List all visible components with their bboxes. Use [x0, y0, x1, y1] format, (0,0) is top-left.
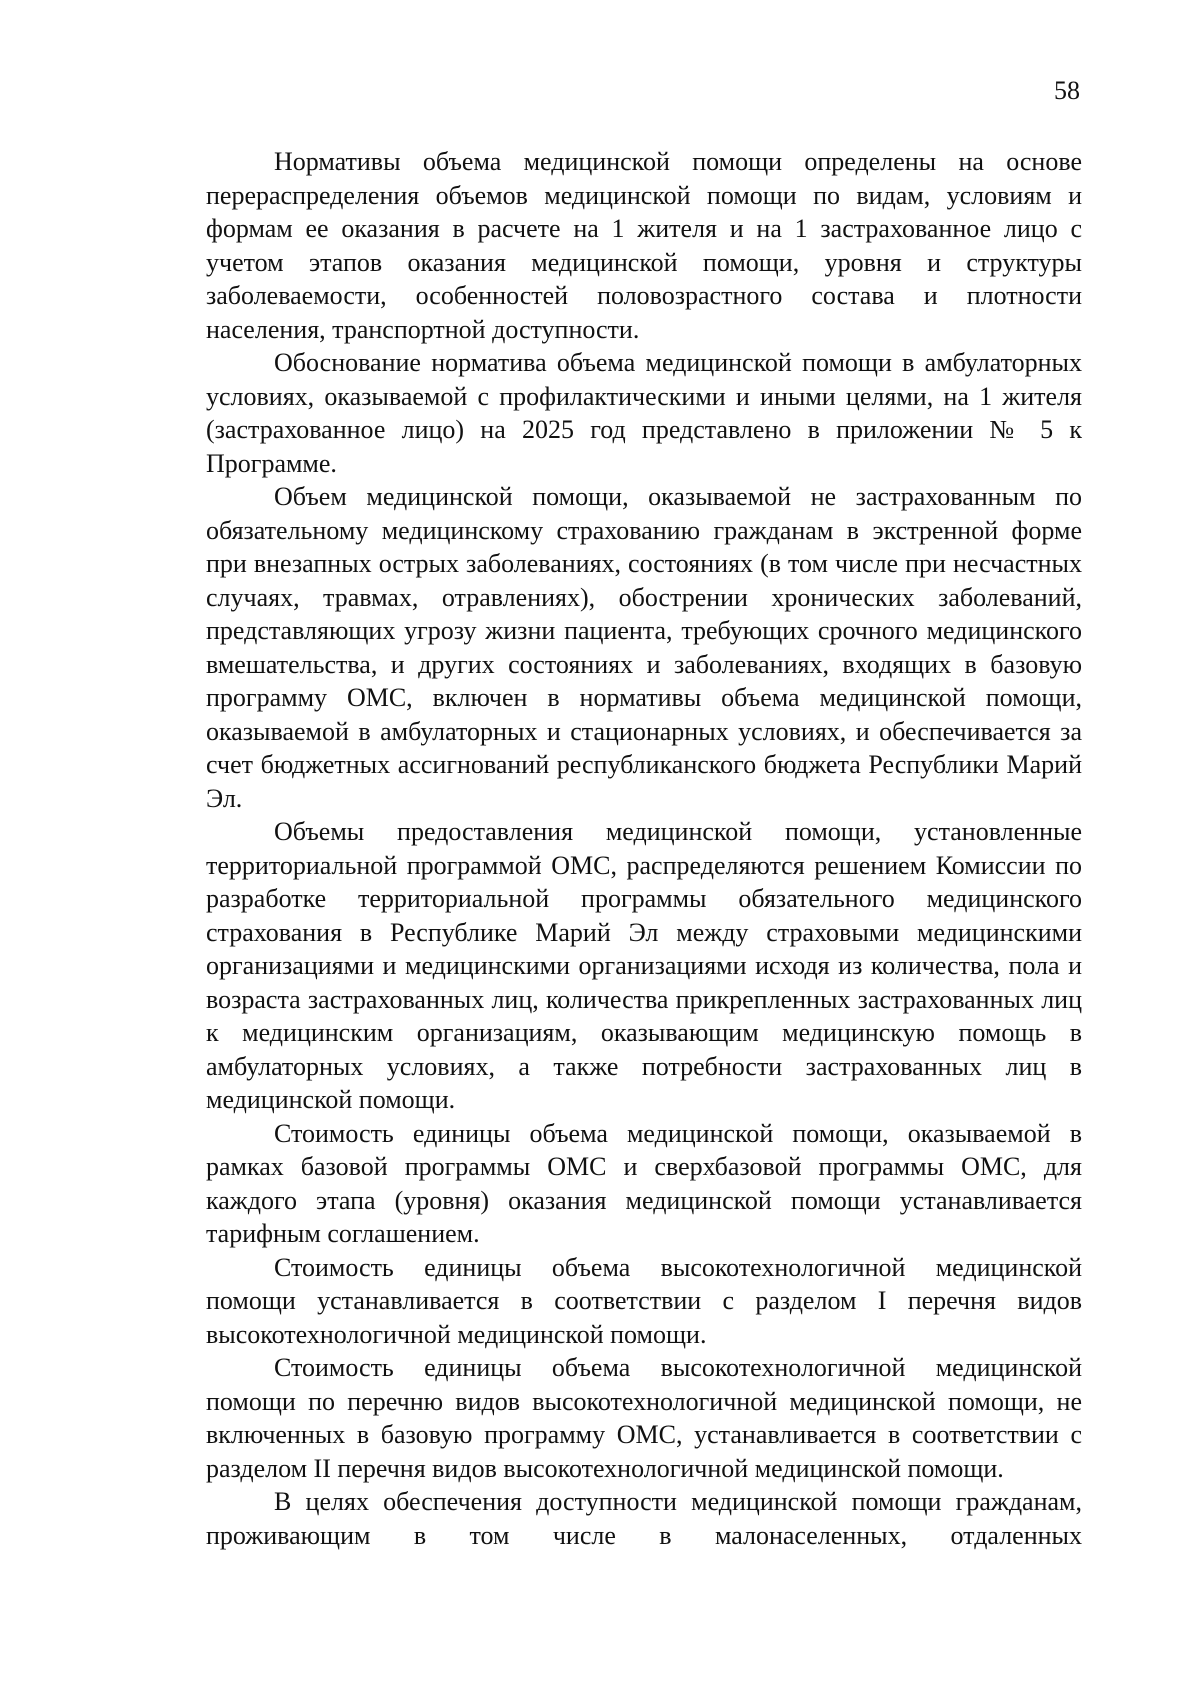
- paragraph-norm-justification: Обоснование норматива объема медицинской помощи в амбулаторных условиях, оказываемой с профилактическими и иными целями, на 1 жителя (застрахованное лицо) на 2025 год представлено в приложении № 5 к Программе.: [206, 348, 1082, 478]
- paragraph-volume-distribution: Объемы предоставления медицинской помощи, установленные территориальной программой ОМС, распределяются решением Комиссии по разработке территориальной программы обязательного медицинского страхования в Республике Марий Эл между страховыми медицинскими организациями и медицинскими организациями исходя из количества, пола и возраста застрахованных лиц, количества прикрепленных застрахованных лиц к медицинским организациям, оказывающим медицинскую помощь в амбулаторных условиях, а также потребности застрахованных лиц в медицинской помощи.: [206, 817, 1082, 1114]
- paragraph-volume-norms: Нормативы объема медицинской помощи определены на основе перераспределения объемов медицинской помощи по видам, условиям и формам ее оказания в расчете на 1 жителя и на 1 застрахованное лицо с учетом этапов оказания медицинской помощи, уровня и структуры заболеваемости, особенностей половозрастного состава и плотности населения, транспортной доступности.: [206, 147, 1082, 344]
- paragraph-uninsured-emergency-care: Объем медицинской помощи, оказываемой не застрахованным по обязательному медицинскому страхованию гражданам в экстренной форме при внезапных острых заболеваниях, состояниях (в том числе при несчастных случаях, травмах, отравлениях), обострении хронических заболеваний, представляющих угрозу жизни пациента, требующих срочного медицинского вмешательства, и других состояниях и заболеваниях, входящих в базовую программу ОМС, включен в нормативы объема медицинской помощи, оказываемой в амбулаторных и стационарных условиях, и обеспечивается за счет бюджетных ассигнований республиканского бюджета Республики Марий Эл.: [206, 482, 1082, 813]
- paragraph-high-tech-cost-section-1: Стоимость единицы объема высокотехнологичной медицинской помощи устанавливается в соответствии с разделом I перечня видов высокотехнологичной медицинской помощи.: [206, 1252, 1082, 1349]
- page-number: 58: [1054, 76, 1080, 105]
- paragraph-high-tech-cost-section-2: Стоимость единицы объема высокотехнологичной медицинской помощи по перечню видов высокотехнологичной медицинской помощи, не включенных в базовую программу ОМС, устанавливается в соответствии с разделом II перечня видов высокотехнологичной медицинской помощи.: [206, 1353, 1082, 1483]
- paragraph-accessibility: В целях обеспечения доступности медицинской помощи гражданам, проживающим в том числе в малонаселенных, отдаленных: [206, 1487, 1082, 1550]
- paragraph-unit-cost-tariff: Стоимость единицы объема медицинской помощи, оказываемой в рамках базовой программы ОМС и сверхбазовой программы ОМС, для каждого этапа (уровня) оказания медицинской помощи устанавливается тарифным соглашением.: [206, 1118, 1082, 1248]
- document-body: [206, 145, 1082, 1552]
